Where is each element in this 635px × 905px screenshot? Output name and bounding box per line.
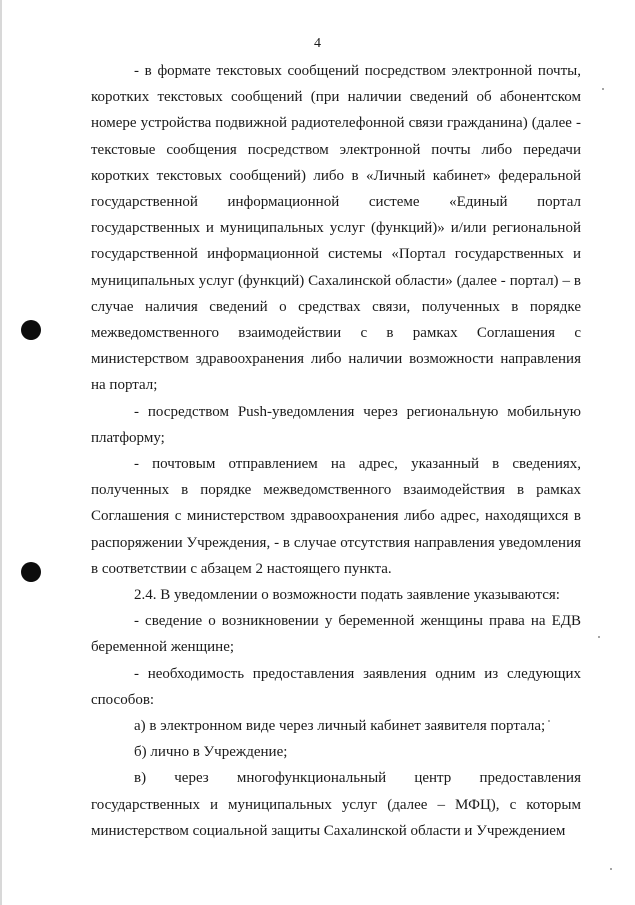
list-item-electronic: а) в электронном виде через личный кабинет заявителя портала;: [134, 718, 546, 735]
document-body: [91, 58, 581, 844]
paragraph-submission-methods: - необходимость предоставления заявления одним из следующих способов:: [91, 665, 581, 708]
paragraph-email-notification: - в формате текстовых сообщений посредством электронной почты, коротких текстовых сообщений (при наличии сведений об абонентском номере устройства подвижной радиотелефонной связи гражданина) (далее - текстовые сообщения посредством электронной почты либо передачи коротких текстовых сообщений) либо в «Личный кабинет» федеральной государственной информационной системе «Единый портал государственных и муниципальных услуг (функций)» и/или региональной государственной информационной системы «Портал государственных и муниципальных услуг (функций) Сахалинской области» (далее - портал) – в случае наличия сведений о средствах связи, полученных в порядке межведомственного взаимодействии с в рамках Соглашения с министерством здравоохранения либо наличии возможности направления на портал;: [91, 63, 581, 394]
paragraph-section-2-4: 2.4. В уведомлении о возможности подать заявление указываются:: [134, 587, 560, 604]
list-item-mfc: в) через многофункциональный центр предоставления государственных и муниципальных услуг (далее – МФЦ), с которым министерством социальной защиты Сахалинской области и Учреждением: [91, 770, 581, 839]
paragraph-right-info: - сведение о возникновении у беременной женщины права на ЕДВ беременной женщине;: [91, 613, 581, 656]
scan-speck: [602, 88, 604, 90]
scan-speck: [598, 636, 600, 638]
page-number: 4: [314, 36, 321, 51]
scan-edge: [0, 0, 2, 905]
paragraph-push-notification: - посредством Push-уведомления через региональную мобильную платформу;: [91, 403, 581, 446]
paragraph-postal-notification: - почтовым отправлением на адрес, указанный в сведениях, полученных в порядке межведомственного взаимодействия в рамках Соглашения с министерством здравоохранения либо адрес, находящихся в распоряжении Учреждения, - в случае отсутствия направления уведомления в соответствии с абзацем 2 настоящего пункта.: [91, 456, 581, 577]
list-item-in-person: б) лично в Учреждение;: [134, 744, 288, 761]
punch-hole-icon: [21, 320, 41, 340]
scan-speck: [548, 720, 550, 722]
scan-speck: [610, 868, 612, 870]
punch-hole-icon: [21, 562, 41, 582]
